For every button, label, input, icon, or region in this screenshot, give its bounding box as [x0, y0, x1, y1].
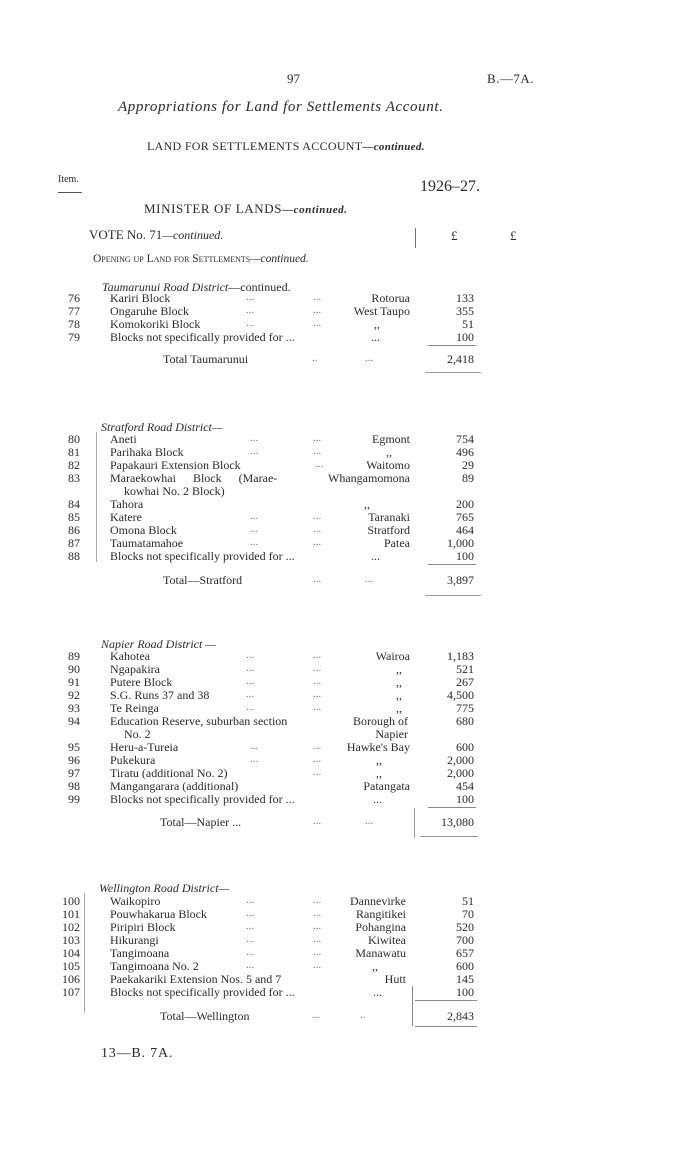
row-place: Hawke's Bay: [346, 740, 410, 754]
dot-leader: ...: [315, 458, 324, 470]
dot-leader: ...: [313, 688, 322, 700]
row-description: Aneti: [110, 432, 137, 446]
item-number: 97: [68, 766, 80, 780]
row-description: Taumatamahoe: [110, 536, 184, 550]
ministry-heading: [144, 201, 348, 217]
section-title: [147, 139, 425, 154]
row-place: ,,: [396, 675, 402, 689]
row-place: ...: [371, 330, 380, 344]
item-label-rule: [58, 192, 82, 193]
dot-leader: ...: [313, 907, 322, 919]
row-amount: 100: [456, 985, 474, 999]
district-total-label: Total—Napier ...: [160, 815, 242, 829]
row-place: ,,: [374, 317, 380, 331]
dot-leader: ...: [312, 1009, 321, 1021]
dot-leader: ...: [250, 740, 259, 752]
item-number: 81: [68, 445, 80, 459]
row-description: Tangimoana No. 2: [110, 959, 199, 973]
dot-leader: ...: [246, 946, 255, 958]
item-number: 84: [68, 497, 80, 511]
row-place: Kiwitea: [368, 933, 406, 947]
row-place: Rangitikei: [356, 907, 406, 921]
item-number: 93: [68, 701, 80, 715]
item-number: 103: [62, 933, 80, 947]
item-number: 83: [68, 471, 80, 485]
item-number: 92: [68, 688, 80, 702]
row-description: Blocks not specifically provided for ...: [110, 985, 295, 999]
district-heading: Napier Road District —: [101, 637, 217, 651]
row-description: Mangangarara (additional): [110, 779, 239, 793]
dot-leader: ...: [246, 291, 255, 303]
item-number: 90: [68, 662, 80, 676]
dot-leader: ...: [313, 317, 322, 329]
row-amount: 100: [456, 549, 474, 563]
dot-leader: ...: [313, 920, 322, 932]
dot-leader: ...: [313, 536, 322, 548]
total-rule: [425, 372, 481, 373]
dot-leader: ...: [365, 573, 374, 585]
dot-leader: ...: [250, 523, 259, 535]
row-description: S.G. Runs 37 and 38: [110, 688, 210, 702]
row-amount: 89: [462, 471, 474, 485]
item-number: 91: [68, 675, 80, 689]
currency-symbol-2: £: [510, 228, 517, 243]
district-total-label: Total—Wellington: [160, 1009, 250, 1023]
item-number: 89: [68, 649, 80, 663]
running-title: Appropriations for Land for Settlements Account.: [118, 99, 444, 115]
row-amount: 600: [456, 959, 474, 973]
row-description: Tangimoana: [110, 946, 170, 960]
ministry-suffix: —continued.: [282, 204, 348, 216]
district-total-amount: 3,897: [447, 573, 474, 587]
row-amount: 754: [456, 432, 474, 446]
row-place: ,,: [396, 701, 402, 715]
district-total-label: Total—Stratford: [163, 573, 243, 587]
ministry-text: MINISTER OF LANDS: [144, 201, 283, 216]
row-place: Taranaki: [368, 510, 410, 524]
row-description-continued: kowhai No. 2 Block): [124, 484, 225, 498]
row-amount: 100: [456, 792, 474, 806]
item-number: 76: [68, 291, 80, 305]
row-amount: 267: [456, 675, 474, 689]
row-amount: 1,000: [447, 536, 474, 550]
dot-leader: ...: [365, 815, 374, 827]
item-number: 94: [68, 714, 80, 728]
row-description: Hikurangi: [110, 933, 159, 947]
dot-leader: ...: [246, 933, 255, 945]
row-place: ,,: [376, 753, 382, 767]
row-amount: 4,500: [447, 688, 474, 702]
printer-signature: 13—B. 7A.: [101, 1046, 174, 1061]
dot-leader: ...: [313, 766, 322, 778]
dot-leader: ...: [313, 573, 322, 585]
dot-leader: ..: [360, 1009, 366, 1021]
row-place: Dannevirke: [350, 894, 406, 908]
row-place: ...: [373, 792, 382, 806]
subhead-suffix: —continued.: [250, 253, 309, 265]
district-heading-text: Taumarunui Road District: [102, 280, 229, 294]
item-number: 87: [68, 536, 80, 550]
item-number: 98: [68, 779, 80, 793]
row-description: Tahora: [110, 497, 144, 511]
row-description: Ongaruhe Block: [110, 304, 189, 318]
item-number: 78: [68, 317, 80, 331]
row-place: Wairoa: [375, 649, 410, 663]
dot-leader: ...: [313, 753, 322, 765]
dot-leader: ...: [246, 675, 255, 687]
row-description: Heru-a-Tureia: [110, 740, 179, 754]
item-number: 105: [62, 959, 80, 973]
row-place: ,,: [396, 688, 402, 702]
row-amount: 454: [456, 779, 474, 793]
total-rule: [420, 836, 478, 837]
dot-leader: ...: [250, 510, 259, 522]
subtotal-rule: [428, 564, 476, 565]
row-amount: 133: [456, 291, 474, 305]
row-amount: 680: [456, 714, 474, 728]
dot-leader: ...: [313, 445, 322, 457]
dot-leader: ...: [313, 510, 322, 522]
dot-leader: ...: [246, 920, 255, 932]
row-description: Ngapakira: [110, 662, 160, 676]
dot-leader: ...: [250, 432, 259, 444]
district-heading: Stratford Road District—: [101, 420, 223, 434]
item-number: 85: [68, 510, 80, 524]
subtotal-rule: [428, 807, 476, 808]
row-amount: 1,183: [447, 649, 474, 663]
item-number: 102: [62, 920, 80, 934]
dot-leader: ...: [313, 304, 322, 316]
item-number: 106: [62, 972, 80, 986]
row-place: Patangata: [363, 779, 410, 793]
row-description: Paekakariki Extension Nos. 5 and 7: [110, 972, 282, 986]
item-number: 96: [68, 753, 80, 767]
row-description: Komokoriki Block: [110, 317, 201, 331]
dot-leader: ..: [312, 352, 318, 364]
dot-leader: ...: [246, 907, 255, 919]
row-amount: 200: [456, 497, 474, 511]
margin-rule: [84, 893, 85, 1013]
district-total-amount: 2,843: [447, 1009, 474, 1023]
row-amount: 765: [456, 510, 474, 524]
currency-symbol-1: £: [451, 228, 458, 243]
row-place: West Taupo: [353, 304, 410, 318]
row-amount: 521: [456, 662, 474, 676]
row-description: Katere: [110, 510, 142, 524]
dot-leader: ...: [246, 894, 255, 906]
row-amount: 657: [456, 946, 474, 960]
row-place: ,,: [364, 497, 370, 511]
item-number: 82: [68, 458, 80, 472]
dot-leader: ...: [246, 701, 255, 713]
dot-leader: ...: [313, 946, 322, 958]
dot-leader: ...: [246, 662, 255, 674]
dot-leader: ...: [365, 352, 374, 364]
row-place: Whangamomona: [328, 471, 410, 485]
item-number: 95: [68, 740, 80, 754]
item-number: 101: [62, 907, 80, 921]
row-place: Manawatu: [355, 946, 406, 960]
row-place: ,,: [386, 445, 392, 459]
subhead: [93, 253, 309, 265]
dot-leader: ...: [246, 688, 255, 700]
row-place: ...: [371, 549, 380, 563]
column-divider: [415, 228, 416, 248]
row-description: Kariri Block: [110, 291, 171, 305]
item-column-label: Item.: [58, 174, 79, 185]
financial-year: 1926–27.: [420, 178, 480, 195]
item-number: 79: [68, 330, 80, 344]
row-amount: 2,000: [447, 766, 474, 780]
row-place: ,,: [376, 766, 382, 780]
row-amount: 464: [456, 523, 474, 537]
page-number: 97: [287, 71, 300, 86]
district-heading: Wellington Road District—: [99, 881, 230, 895]
dot-leader: ...: [313, 701, 322, 713]
margin-rule: [96, 432, 97, 562]
vote-text: VOTE No. 71: [89, 227, 163, 242]
row-description: Pouwhakarua Block: [110, 907, 207, 921]
item-number: 88: [68, 549, 80, 563]
row-place: Stratford: [367, 523, 410, 537]
row-place: ,,: [396, 662, 402, 676]
dot-leader: ...: [313, 933, 322, 945]
row-amount: 700: [456, 933, 474, 947]
item-number: 104: [62, 946, 80, 960]
dot-leader: ...: [313, 675, 322, 687]
item-number: 99: [68, 792, 80, 806]
dot-leader: ...: [246, 317, 255, 329]
dot-leader: ...: [313, 959, 322, 971]
row-amount: 29: [462, 458, 474, 472]
row-amount: 70: [462, 907, 474, 921]
row-amount: 775: [456, 701, 474, 715]
row-place: Hutt: [384, 972, 406, 986]
item-number: 86: [68, 523, 80, 537]
district-heading-suffix: —continued.: [228, 280, 291, 294]
district-total-amount: 13,080: [441, 815, 474, 829]
row-description: Education Reserve, suburban section: [110, 714, 288, 728]
row-place: Egmont: [372, 432, 410, 446]
row-amount: 496: [456, 445, 474, 459]
row-amount: 145: [456, 972, 474, 986]
item-number: 100: [62, 894, 80, 908]
row-place: Waitomo: [366, 458, 410, 472]
row-amount: 51: [462, 317, 474, 331]
dot-leader: ...: [246, 959, 255, 971]
dot-leader: ...: [313, 291, 322, 303]
row-amount: 100: [456, 330, 474, 344]
row-amount: 51: [462, 894, 474, 908]
total-rule: [415, 1026, 477, 1027]
dot-leader: ...: [313, 740, 322, 752]
row-description: Te Reinga: [110, 701, 159, 715]
item-number: 107: [62, 985, 80, 999]
row-place: ,,: [372, 959, 378, 973]
row-description: Piripiri Block: [110, 920, 176, 934]
dot-leader: ...: [313, 523, 322, 535]
row-place: Patea: [384, 536, 410, 550]
section-title-suffix: —continued.: [362, 141, 425, 153]
item-number: 77: [68, 304, 80, 318]
row-description: Blocks not specifically provided for ...: [110, 549, 295, 563]
doc-reference: B.—7A.: [487, 71, 535, 86]
dot-leader: ...: [313, 432, 322, 444]
dot-leader: ...: [250, 536, 259, 548]
row-amount: 2,000: [447, 753, 474, 767]
row-description: Omona Block: [110, 523, 177, 537]
row-description: Pukekura: [110, 753, 156, 767]
district-total-label: Total Taumarunui: [163, 352, 249, 366]
row-description: Blocks not specifically provided for ...: [110, 792, 295, 806]
row-description: Kahotea: [110, 649, 150, 663]
vote-heading: [89, 227, 223, 243]
row-place-continued: Napier: [375, 727, 408, 741]
section-title-text: LAND FOR SETTLEMENTS ACCOUNT: [147, 139, 363, 153]
row-place: ...: [373, 985, 382, 999]
row-place: Borough of: [353, 714, 408, 728]
row-description: Parihaka Block: [110, 445, 184, 459]
dot-leader: ...: [313, 662, 322, 674]
dot-leader: ...: [250, 445, 259, 457]
row-amount: 520: [456, 920, 474, 934]
dot-leader: ...: [313, 894, 322, 906]
vote-suffix: —continued.: [162, 228, 224, 242]
row-amount: 355: [456, 304, 474, 318]
total-rule: [425, 595, 481, 596]
subtotal-rule: [415, 1000, 477, 1001]
dot-leader: ...: [246, 304, 255, 316]
dot-leader: ...: [313, 649, 322, 661]
row-place: Rotorua: [371, 291, 410, 305]
dot-leader: ...: [246, 649, 255, 661]
row-description-continued: No. 2: [124, 727, 151, 741]
row-description: Blocks not specifically provided for ...: [110, 330, 295, 344]
dot-leader: ...: [250, 753, 259, 765]
dot-leader: ...: [313, 815, 322, 827]
subtotal-rule: [428, 345, 476, 346]
row-description: Putere Block: [110, 675, 173, 689]
row-description: Waikopiro: [110, 894, 161, 908]
row-amount: 600: [456, 740, 474, 754]
row-description: Maraekowhai Block (Marae-: [110, 471, 278, 485]
row-description: Papakauri Extension Block: [110, 458, 241, 472]
row-place: Pohangina: [355, 920, 406, 934]
item-number: 80: [68, 432, 80, 446]
row-description: Tiratu (additional No. 2): [110, 766, 228, 780]
district-total-amount: 2,418: [447, 352, 474, 366]
subhead-text: Opening up Land for Settlements: [93, 253, 251, 265]
